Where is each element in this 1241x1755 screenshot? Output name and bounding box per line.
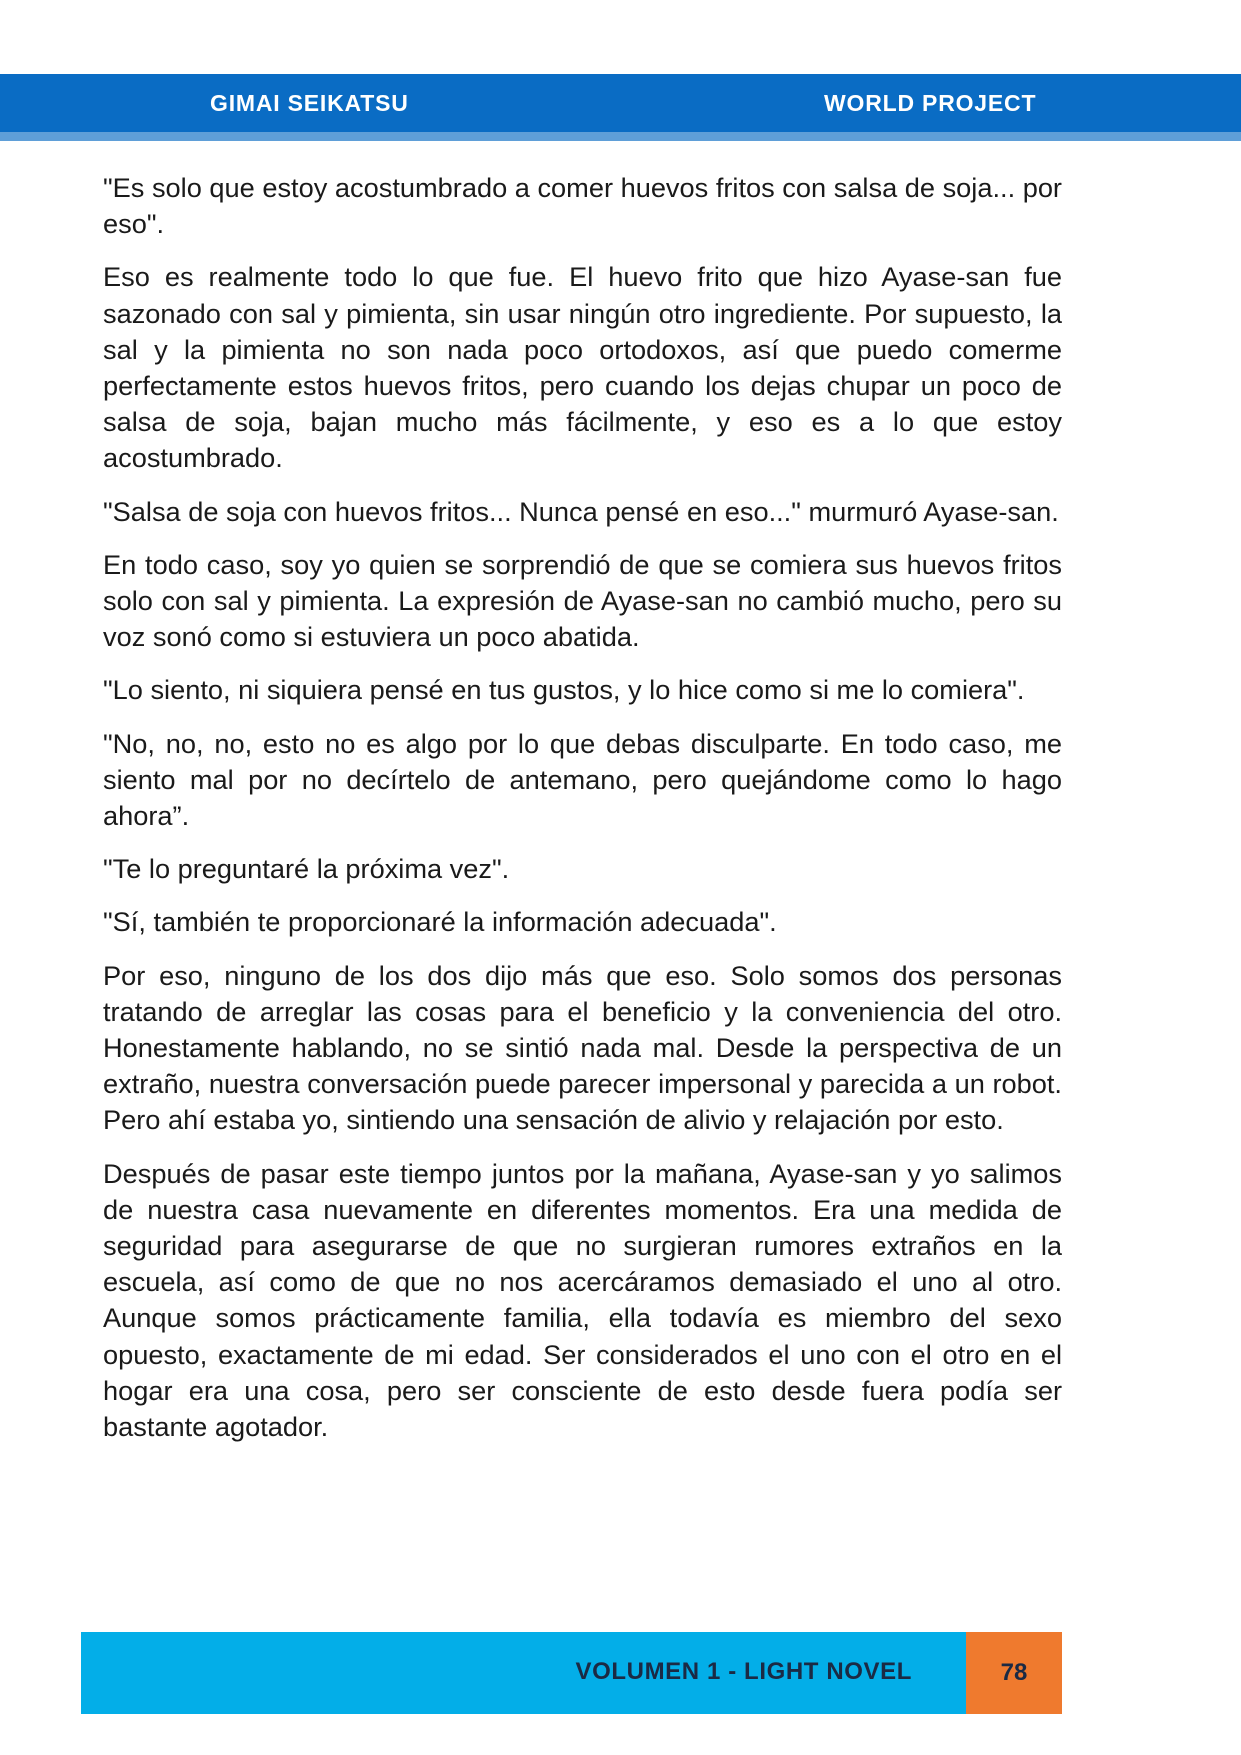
page-footer: [81, 1632, 1062, 1714]
paragraph: Después de pasar este tiempo juntos por la mañana, Ayase-san y yo salimos de nuestra casa nuevamente en diferentes momentos. Era una medida de seguridad para asegurarse de que no surgieran rumores extraños en la escuela, así como de que no nos acercáramos demasiado el uno al otro. Aunque somos prácticamente familia, ella todavía es miembro del sexo opuesto, exactamente de mi edad. Ser considerados el uno con el otro en el hogar era una cosa, pero ser consciente de esto desde fuera podía ser bastante agotador.: [103, 1157, 1062, 1443]
paragraph: Por eso, ninguno de los dos dijo más que eso. Solo somos dos personas tratando de arreglar las cosas para el beneficio y la conveniencia del otro. Honestamente hablando, no se sintió nada mal. Desde la perspectiva de un extraño, nuestra conversación puede parecer impersonal y parecida a un robot. Pero ahí estaba yo, sintiendo una sensación de alivio y relajación por esto.: [103, 959, 1062, 1136]
page-number: 78: [966, 1632, 1062, 1714]
paragraph: "Te lo preguntaré la próxima vez".: [103, 853, 510, 885]
paragraph: "Es solo que estoy acostumbrado a comer huevos fritos con salsa de soja... por eso".: [103, 172, 1062, 240]
volume-title: VOLUMEN 1 - LIGHT NOVEL: [575, 1658, 912, 1685]
paragraph: En todo caso, soy yo quien se sorprendió de que se comiera sus huevos fritos solo con sal y pimienta. La expresión de Ayase-san no cambió mucho, pero su voz sonó como si estuviera un poco abatida.: [103, 548, 1062, 653]
paragraph: "Sí, también te proporcionaré la información adecuada".: [103, 906, 777, 938]
page-header: [0, 74, 1241, 141]
series-title: GIMAI SEIKATSU: [210, 90, 409, 116]
group-name: WORLD PROJECT: [824, 90, 1037, 116]
page-body: [103, 170, 1062, 1462]
paragraph: "Lo siento, ni siquiera pensé en tus gustos, y lo hice como si me lo comiera".: [103, 674, 1025, 706]
paragraph: Eso es realmente todo lo que fue. El huevo frito que hizo Ayase-san fue sazonado con sal y pimienta, sin usar ningún otro ingrediente. Por supuesto, la sal y la pimienta no son nada poco ortodoxos, así que puedo comerme perfectamente estos huevos fritos, pero cuando los dejas chupar un poco de salsa de soja, bajan mucho más fácilmente, y eso es a lo que estoy acostumbrado.: [103, 261, 1062, 474]
paragraph: "Salsa de soja con huevos fritos... Nunca pensé en eso..." murmuró Ayase-san.: [103, 495, 1059, 527]
paragraph: "No, no, no, esto no es algo por lo que debas disculparte. En todo caso, me siento mal por no decírtelo de antemano, pero quejándome como lo hago ahora”.: [103, 727, 1062, 832]
